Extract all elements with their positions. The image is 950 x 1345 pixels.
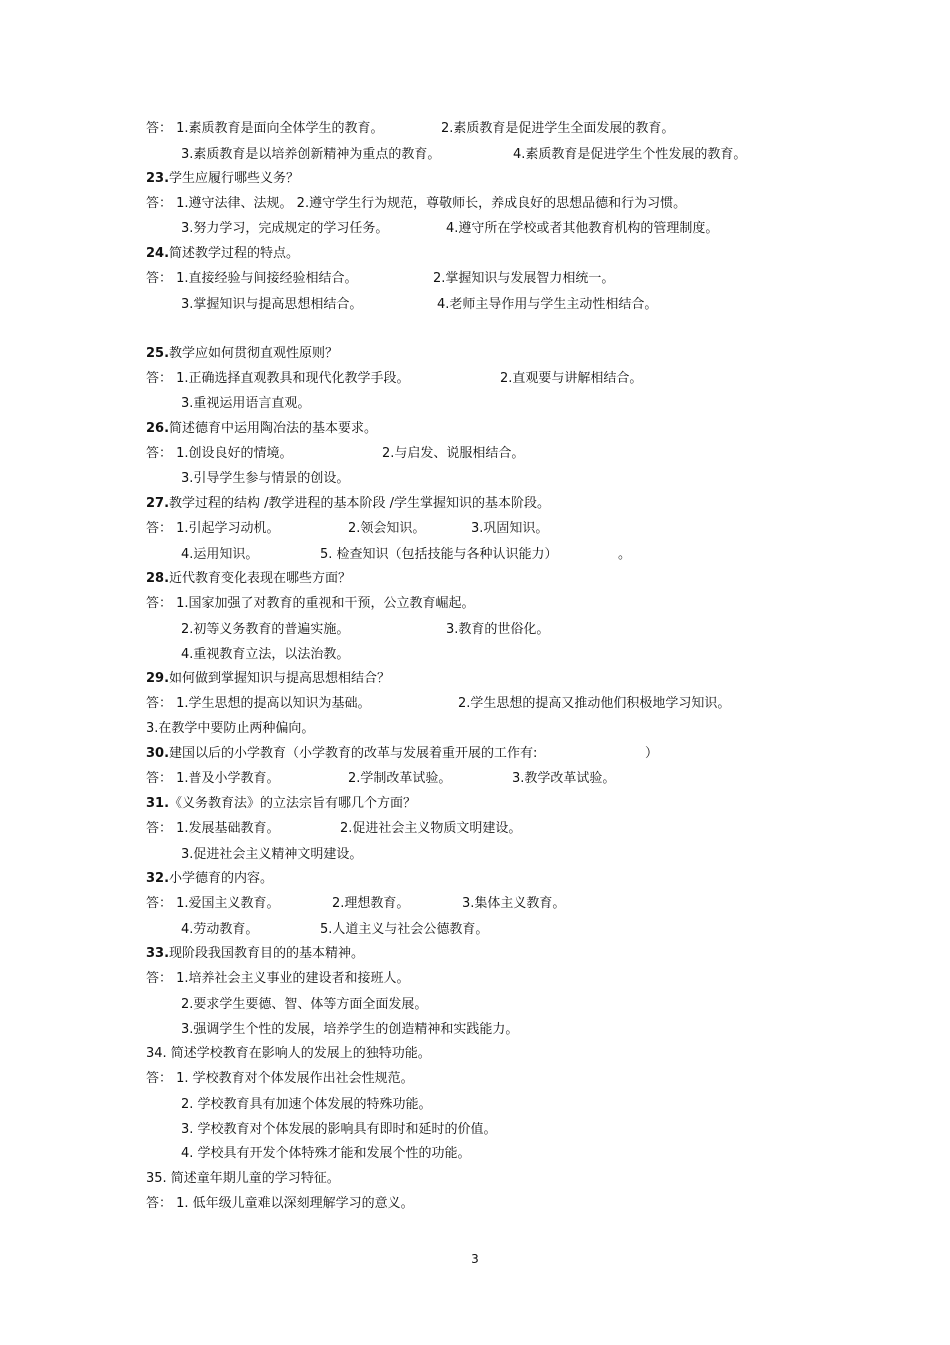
line-text: 2.要求学生要德、智、体等方面全面发展。: [181, 997, 428, 1012]
line-text: 答： 1.发展基础教育。: [146, 821, 280, 836]
text-line: [181, 647, 349, 663]
line-text: 3.重视运用语言直观。: [181, 396, 311, 411]
line-text: 答： 1.素质教育是面向全体学生的教育。: [146, 121, 384, 136]
text-line: [146, 521, 280, 537]
line-text: 答： 1.直接经验与间接经验相结合。: [146, 271, 358, 286]
text-line: [320, 547, 558, 563]
question-heading: [146, 796, 416, 812]
line-text: 5.人道主义与社会公德教育。: [320, 922, 489, 937]
line-text: 2.理想教育。: [332, 896, 410, 911]
text-line: [462, 896, 565, 912]
text-line: [181, 1022, 518, 1038]
line-text: 4.重视教育立法，以法治教。: [181, 647, 350, 662]
text-line: [181, 1122, 497, 1138]
text-line: [181, 396, 310, 412]
text-line: [181, 547, 258, 563]
text-line: [437, 297, 657, 313]
line-text: 4.遵守所在学校或者其他教育机构的管理制度。: [446, 221, 719, 236]
line-text: 教学应如何贯彻直观性原则？: [169, 346, 339, 361]
line-text: 35. 简述童年期儿童的学习特征。: [146, 1171, 340, 1186]
text-line: [146, 196, 686, 212]
text-line: [441, 121, 674, 137]
question-heading: [146, 346, 338, 362]
line-text: 2.素质教育是促进学生全面发展的教育。: [441, 121, 675, 136]
text-line: [446, 622, 549, 638]
text-line: [146, 1046, 431, 1062]
text-line: [146, 121, 384, 137]
line-text: 《义务教育法》的立法宗旨有哪几个方面？: [169, 796, 417, 811]
line-text: 2.领会知识。: [348, 521, 426, 536]
question-number: 32.: [146, 871, 170, 886]
line-text: 4.运用知识。: [181, 547, 259, 562]
line-text: 教学过程的结构 /教学进程的基本阶段 /学生掌握知识的基本阶段。: [169, 496, 551, 511]
text-line: [146, 446, 293, 462]
text-line: [382, 446, 524, 462]
line-text: 。: [618, 547, 632, 562]
line-text: 3.促进社会主义精神文明建设。: [181, 847, 363, 862]
text-line: [181, 997, 427, 1013]
line-text: 简述德育中运用陶冶法的基本要求。: [169, 421, 378, 436]
text-line: [348, 521, 425, 537]
line-text: 小学德育的内容。: [169, 871, 274, 886]
text-line: [513, 147, 746, 163]
question-heading: [146, 496, 550, 512]
question-heading: [146, 421, 377, 437]
text-line: [146, 696, 371, 712]
line-text: 答： 1.国家加强了对教育的重视和干预，公立教育崛起。: [146, 596, 475, 611]
line-text: 学生应履行哪些义务？: [169, 171, 300, 186]
text-line: [146, 896, 280, 912]
question-number: 25.: [146, 346, 170, 361]
question-heading: [146, 246, 299, 262]
line-text: 2.学制改革试验。: [348, 771, 452, 786]
line-text: 3.教育的世俗化。: [446, 622, 550, 637]
question-number: 26.: [146, 421, 170, 436]
line-text: 3.掌握知识与提高思想相结合。: [181, 297, 363, 312]
text-line: [618, 547, 631, 563]
line-text: 现阶段我国教育目的的基本精神。: [169, 946, 365, 961]
question-number: 23.: [146, 171, 170, 186]
line-text: 4.素质教育是促进学生个性发展的教育。: [513, 147, 747, 162]
line-text: 答： 1.正确选择直观教具和现代化教学手段。: [146, 371, 410, 386]
line-text: 3.引导学生参与情景的创设。: [181, 471, 350, 486]
line-text: 答： 1.培养社会主义事业的建设者和接班人。: [146, 971, 410, 986]
text-line: [181, 471, 349, 487]
line-text: 近代教育变化表现在哪些方面？: [169, 571, 352, 586]
text-line: [146, 1171, 340, 1187]
text-line: [332, 896, 409, 912]
line-text: 答： 1. 学校教育对个体发展作出社会性规范。: [146, 1071, 414, 1086]
question-heading: [146, 871, 273, 887]
text-line: [146, 721, 314, 737]
line-text: 2. 学校教育具有加速个体发展的特殊功能。: [181, 1097, 432, 1112]
text-line: [512, 771, 615, 787]
text-line: [181, 1097, 432, 1113]
text-line: [146, 971, 410, 987]
line-text: 2.与启发、说服相结合。: [382, 446, 525, 461]
question-heading: [146, 171, 299, 187]
text-line: [348, 771, 451, 787]
question-number: 30.: [146, 746, 170, 761]
line-text: 2.直观要与讲解相结合。: [500, 371, 643, 386]
line-text: 3. 学校教育对个体发展的影响具有即时和延时的价值。: [181, 1122, 497, 1137]
text-line: [181, 1146, 471, 1162]
text-line: [146, 271, 358, 287]
question-heading: [146, 746, 537, 762]
question-heading: [146, 671, 390, 687]
line-text: 答： 1.普及小学教育。: [146, 771, 280, 786]
line-text: 答： 1.爱国主义教育。: [146, 896, 280, 911]
line-text: 5. 检查知识（包括技能与各种认识能力）: [320, 547, 558, 562]
text-line: [146, 821, 280, 837]
text-line: [146, 371, 410, 387]
page-number: 3: [471, 1252, 479, 1266]
question-heading: [146, 946, 364, 962]
text-line: [500, 371, 642, 387]
line-text: ）: [645, 746, 659, 761]
question-number: 24.: [146, 246, 170, 261]
line-text: 答： 1. 低年级儿童难以深刻理解学习的意义。: [146, 1196, 414, 1211]
line-text: 3.在教学中要防止两种偏向。: [146, 721, 315, 736]
text-line: [471, 521, 548, 537]
question-heading: [146, 571, 351, 587]
line-text: 简述教学过程的特点。: [169, 246, 300, 261]
line-text: 答： 1.创设良好的情境。: [146, 446, 293, 461]
question-number: 33.: [146, 946, 170, 961]
line-text: 34. 简述学校教育在影响人的发展上的独特功能。: [146, 1046, 431, 1061]
line-text: 3.强调学生个性的发展，培养学生的创造精神和实践能力。: [181, 1022, 519, 1037]
text-line: [458, 696, 730, 712]
line-text: 4.劳动教育。: [181, 922, 259, 937]
line-text: 2.促进社会主义物质文明建设。: [340, 821, 522, 836]
text-line: [340, 821, 521, 837]
line-text: 答： 1.遵守法律、法规。 2.遵守学生行为规范，尊敬师长，养成良好的思想品德和行为习惯。: [146, 196, 687, 211]
line-text: 3.素质教育是以培养创新精神为重点的教育。: [181, 147, 441, 162]
text-line: [181, 147, 440, 163]
line-text: 3.集体主义教育。: [462, 896, 566, 911]
line-text: 答： 1.学生思想的提高以知识为基础。: [146, 696, 371, 711]
text-line: [181, 847, 362, 863]
text-line: [181, 922, 258, 938]
text-line: [446, 221, 718, 237]
line-text: 3.巩固知识。: [471, 521, 549, 536]
text-line: [146, 771, 280, 787]
line-text: 3.努力学习，完成规定的学习任务。: [181, 221, 389, 236]
line-text: 建国以后的小学教育（小学教育的改革与发展着重开展的工作有:: [169, 746, 538, 761]
question-number: 31.: [146, 796, 170, 811]
line-text: 3.教学改革试验。: [512, 771, 616, 786]
question-number: 27.: [146, 496, 170, 511]
text-line: [146, 1196, 414, 1212]
line-text: 4. 学校具有开发个体特殊才能和发展个性的功能。: [181, 1146, 471, 1161]
line-text: 答： 1.引起学习动机。: [146, 521, 280, 536]
text-line: [181, 622, 349, 638]
line-text: 2.初等义务教育的普遍实施。: [181, 622, 350, 637]
text-line: [181, 221, 388, 237]
question-number: 29.: [146, 671, 170, 686]
text-line: [146, 596, 475, 612]
line-text: 如何做到掌握知识与提高思想相结合？: [169, 671, 391, 686]
text-line: [181, 297, 362, 313]
text-line: [433, 271, 614, 287]
text-line: [645, 746, 658, 762]
text-line: [320, 922, 488, 938]
line-text: 2.学生思想的提高又推动他们积极地学习知识。: [458, 696, 731, 711]
question-number: 28.: [146, 571, 170, 586]
line-text: 4.老师主导作用与学生主动性相结合。: [437, 297, 658, 312]
line-text: 2.掌握知识与发展智力相统一。: [433, 271, 615, 286]
text-line: [146, 1071, 414, 1087]
